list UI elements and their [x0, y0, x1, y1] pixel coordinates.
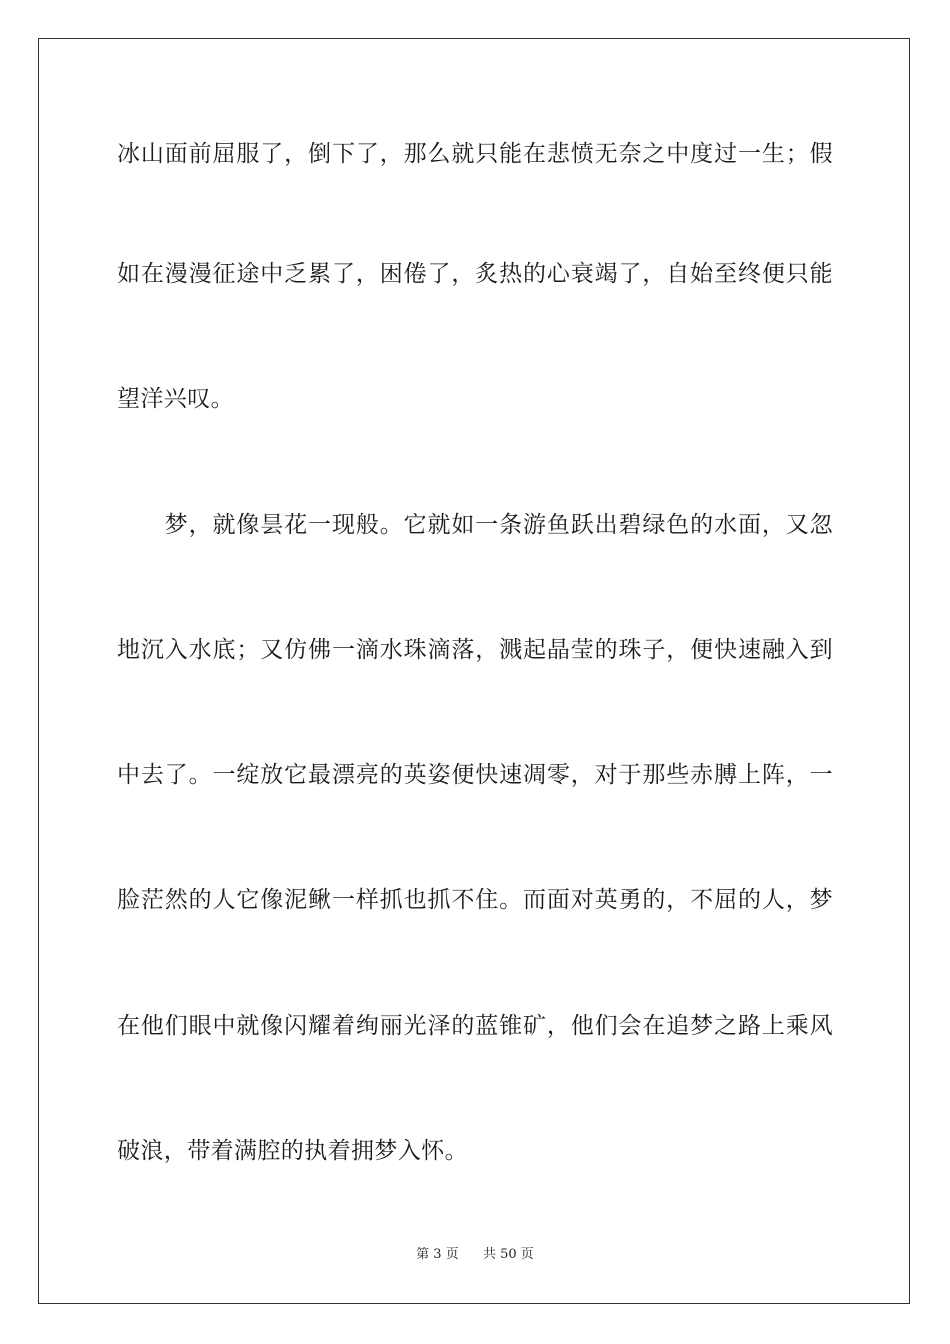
body-text-line: 脸茫然的人它像泥鳅一样抓也抓不住。而面对英勇的，不屈的人，梦 — [117, 887, 833, 913]
body-text-line: 破浪，带着满腔的执着拥梦入怀。 — [117, 1138, 468, 1164]
body-text-line: 地沉入水底；又仿佛一滴水珠滴落，溅起晶莹的珠子，便快速融入到 — [117, 637, 833, 663]
page-border — [38, 38, 910, 1304]
body-text-line: 在他们眼中就像闪耀着绚丽光泽的蓝锥矿，他们会在追梦之路上乘风 — [117, 1013, 833, 1039]
page-footer — [0, 1247, 950, 1263]
page-number: 第 3 页 — [416, 1247, 459, 1262]
page-total: 共 50 页 — [483, 1247, 534, 1262]
body-text-line: 如在漫漫征途中乏累了，困倦了，炙热的心衰竭了，自始至终便只能 — [117, 261, 833, 287]
body-text-line: 梦，就像昙花一现般。它就如一条游鱼跃出碧绿色的水面，又忽 — [117, 512, 833, 538]
body-text-line: 中去了。一绽放它最漂亮的英姿便快速凋零，对于那些赤膊上阵，一 — [117, 762, 833, 788]
body-text-line: 冰山面前屈服了，倒下了，那么就只能在悲愤无奈之中度过一生；假 — [117, 141, 833, 167]
body-text-line: 望洋兴叹。 — [117, 386, 234, 412]
